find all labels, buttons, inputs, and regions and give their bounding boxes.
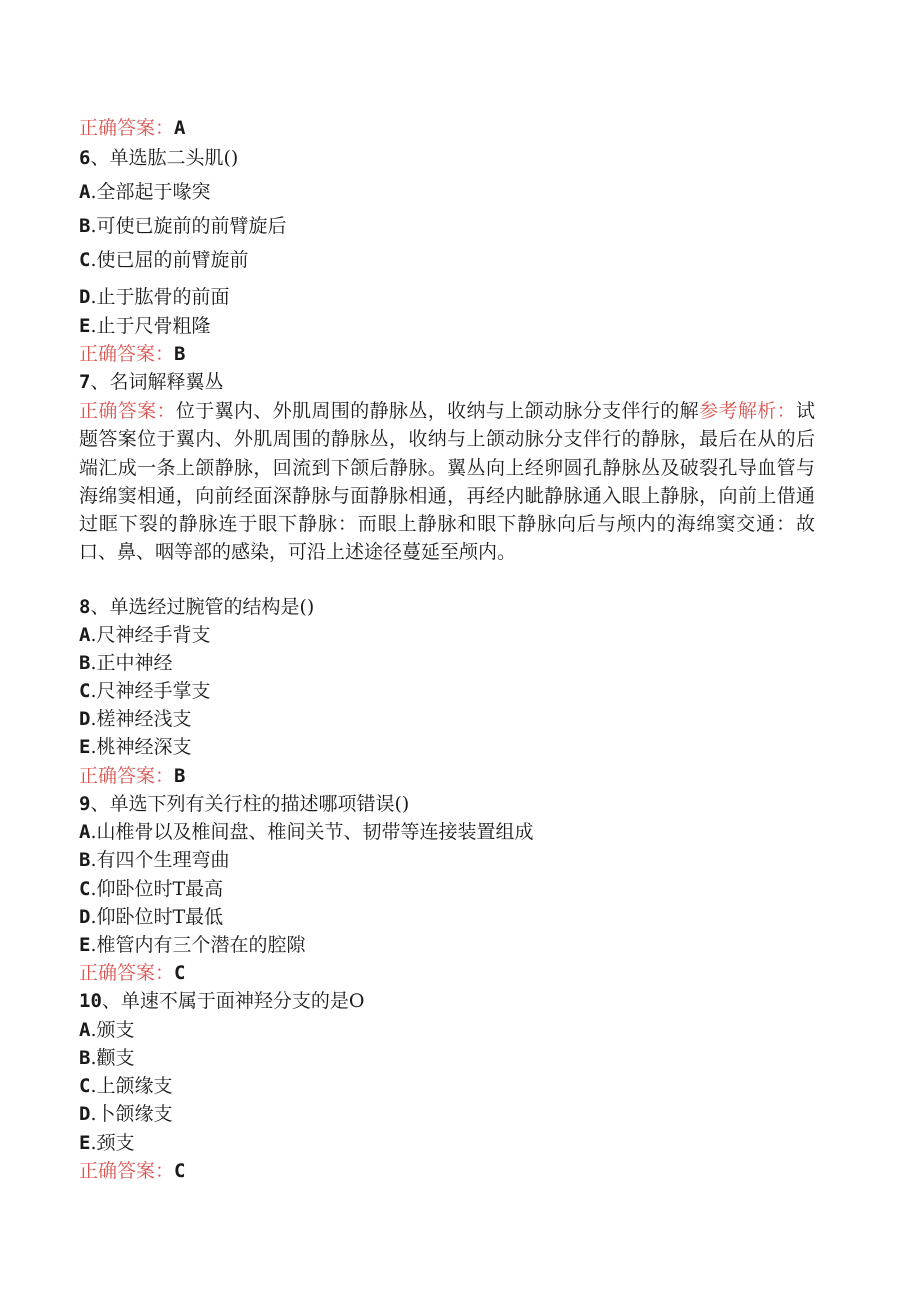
answer-paragraph-q7 [79,397,815,567]
option-q8-e [79,735,192,759]
answer-label: 正确答案： [79,962,175,984]
option-letter: D [79,286,91,308]
option-text: .有四个生理弯曲 [90,849,230,871]
option-q9-c [79,877,223,901]
question-text: 、名词解释翼丛 [90,371,224,393]
option-text: .卜颌缘支 [90,1103,173,1125]
option-q6-a [79,180,211,204]
option-text: .槎神经浅支 [90,708,192,730]
option-text: .止于尺骨粗隆 [90,315,211,337]
reference-label: 参考解析： [699,400,796,422]
option-q9-e [79,933,306,957]
question-number: 8 [79,596,91,618]
option-q9-b [79,848,230,872]
option-q6-b [79,214,287,238]
option-letter: A [79,821,91,843]
option-q9-d [79,905,223,929]
answer-value: C [174,962,186,984]
option-q10-e [79,1131,135,1155]
option-q10-b [79,1046,135,1070]
option-text: .颧支 [90,1047,135,1069]
option-letter: E [79,315,91,337]
option-text: .可使已旋前的前臂旋后 [90,215,287,237]
question-6 [79,146,238,170]
question-number: 9 [79,793,91,815]
option-text: .尺神经手掌支 [90,680,211,702]
question-8 [79,595,314,619]
option-text: .使已屈的前臂旋前 [90,249,249,271]
answer-label: 正确答案： [79,1160,175,1182]
option-text: .颈支 [90,1132,135,1154]
option-letter: B [79,215,91,237]
question-text: 、单选肱二头肌() [90,147,239,169]
option-text: .颁支 [90,1019,135,1041]
option-q6-c [79,248,249,272]
option-q10-a [79,1018,135,1042]
question-10 [79,989,364,1013]
answer-value: C [174,1160,186,1182]
option-q10-c [79,1074,173,1098]
option-q9-a [79,820,534,844]
option-letter: C [79,249,91,271]
answer-label: 正确答案： [79,343,175,365]
option-letter: E [79,1132,91,1154]
option-text: .仰卧位时T最低 [90,906,224,928]
option-letter: A [79,181,91,203]
option-letter: B [79,1047,91,1069]
answer-label: 正确答案： [79,117,175,139]
option-text: .桃神经深支 [90,736,192,758]
option-letter: A [79,624,91,646]
answer-value: B [174,343,186,365]
option-q8-d [79,707,192,731]
answer-line-q9 [79,961,185,985]
option-q6-d [79,285,230,309]
option-letter: E [79,934,91,956]
option-letter: C [79,878,91,900]
answer-text: 位于翼内、外肌周围的静脉丛，收纳与上颌动脉分支伴行的解 [175,400,700,422]
option-text: .止于肱骨的前面 [90,286,230,308]
option-letter: D [79,1103,91,1125]
question-number: 7 [79,371,91,393]
option-text: .全部起于喙突 [90,181,211,203]
option-letter: C [79,1075,91,1097]
question-text: 、单选经过腕管的结构是() [90,596,315,618]
question-7 [79,370,223,394]
answer-line-q5 [79,116,185,140]
option-letter: C [79,680,91,702]
option-q6-e [79,314,211,338]
option-q8-c [79,679,211,703]
answer-value: A [174,117,186,139]
option-q8-a [79,623,211,647]
option-text: .上颌缘支 [90,1075,173,1097]
option-letter: B [79,849,91,871]
option-q10-d [79,1102,173,1126]
option-letter: A [79,1019,91,1041]
question-9 [79,792,409,816]
question-number: 6 [79,147,91,169]
answer-line-q6 [79,342,185,366]
option-text: .山椎骨以及椎间盘、椎间关节、韧带等连接装置组成 [90,821,534,843]
question-text: 、单速不属于面神羟分支的是O [101,990,365,1012]
option-q8-b [79,651,173,675]
answer-line-q10 [79,1159,185,1183]
answer-label: 正确答案： [79,765,175,787]
question-number: 10 [79,990,102,1012]
answer-line-q8 [79,764,185,788]
option-text: .仰卧位时T最高 [90,878,224,900]
option-letter: D [79,906,91,928]
option-text: .尺神经手背支 [90,624,211,646]
answer-value: B [174,765,186,787]
answer-label: 正确答案： [79,400,176,422]
option-letter: D [79,708,91,730]
option-text: .正中神经 [90,652,173,674]
question-text: 、单选下列有关行柱的描述哪项错误() [90,793,410,815]
option-letter: E [79,736,91,758]
option-letter: B [79,652,91,674]
option-text: .椎管内有三个潜在的腔隙 [90,934,306,956]
reference-text: 试题答案位于翼内、外肌周围的静脉丛，收纳与上颌动脉分支伴行的静脉，最后在从的后端汇成一条上颌静脉，回流到下颌后静脉。翼丛向上经卵圆孔静脉丛及破裂孔导血管与海绵窦相通，向前经面深静脉与面静脉相通，再经内眦静脉通入眼上静脉，向前上借通过眶下裂的静脉连于眼下静脉：而眼上静脉和眼下静脉向后与颅内的海绵窦交通：故口、鼻、咽等部的感染，可沿上述途径蔓延至颅内。 [79,400,815,564]
